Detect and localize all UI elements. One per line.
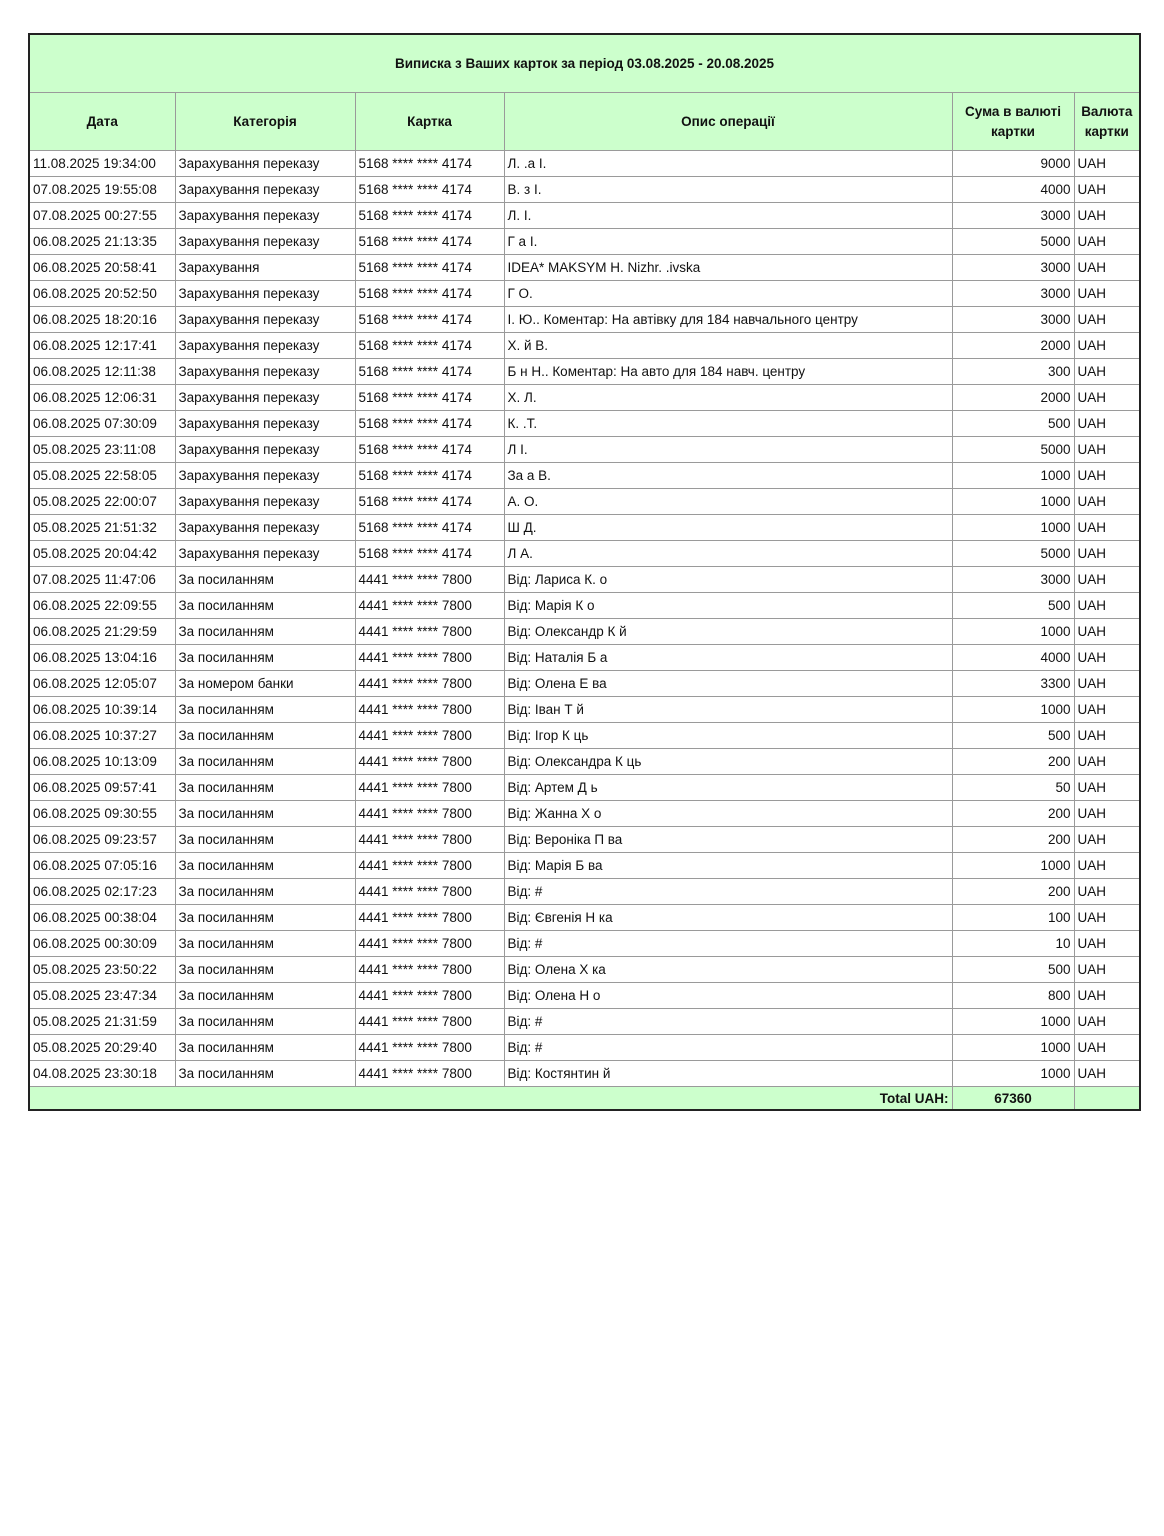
cell-currency: UAH: [1074, 957, 1140, 983]
cell-amount: 500: [952, 411, 1074, 437]
cell-amount: 3300: [952, 671, 1074, 697]
cell-currency: UAH: [1074, 541, 1140, 567]
cell-currency: UAH: [1074, 463, 1140, 489]
cell-category: За посиланням: [175, 593, 355, 619]
header-row: [29, 93, 1140, 151]
table-row: [29, 1035, 1140, 1061]
cell-amount: 1000: [952, 619, 1074, 645]
cell-amount: 5000: [952, 541, 1074, 567]
cell-card: 5168 **** **** 4174: [355, 489, 504, 515]
cell-date: 06.08.2025 09:57:41: [29, 775, 175, 801]
cell-description: Г а І.: [504, 229, 952, 255]
cell-description: Л А.: [504, 541, 952, 567]
cell-currency: UAH: [1074, 749, 1140, 775]
table-row: [29, 619, 1140, 645]
cell-amount: 500: [952, 723, 1074, 749]
cell-description: Від: Костянтин й: [504, 1061, 952, 1087]
cell-card: 4441 **** **** 7800: [355, 983, 504, 1009]
cell-amount: 1000: [952, 463, 1074, 489]
cell-date: 06.08.2025 09:30:55: [29, 801, 175, 827]
cell-currency: UAH: [1074, 281, 1140, 307]
cell-category: Зарахування: [175, 255, 355, 281]
cell-card: 4441 **** **** 7800: [355, 801, 504, 827]
cell-date: 05.08.2025 23:11:08: [29, 437, 175, 463]
cell-amount: 500: [952, 957, 1074, 983]
cell-category: Зарахування переказу: [175, 359, 355, 385]
cell-amount: 1000: [952, 853, 1074, 879]
cell-description: Від: Вероніка П ва: [504, 827, 952, 853]
cell-description: Ш Д.: [504, 515, 952, 541]
cell-amount: 1000: [952, 697, 1074, 723]
cell-currency: UAH: [1074, 515, 1140, 541]
cell-currency: UAH: [1074, 671, 1140, 697]
cell-amount: 200: [952, 749, 1074, 775]
cell-description: Г О.: [504, 281, 952, 307]
table-row: [29, 281, 1140, 307]
table-row: [29, 567, 1140, 593]
cell-category: За посиланням: [175, 827, 355, 853]
table-row: [29, 749, 1140, 775]
cell-description: Від: Олександра К ць: [504, 749, 952, 775]
table-row: [29, 203, 1140, 229]
cell-date: 06.08.2025 22:09:55: [29, 593, 175, 619]
cell-amount: 1000: [952, 1035, 1074, 1061]
cell-card: 5168 **** **** 4174: [355, 255, 504, 281]
cell-description: Від: Олена Е ва: [504, 671, 952, 697]
cell-currency: UAH: [1074, 307, 1140, 333]
cell-description: Від: Іван Т й: [504, 697, 952, 723]
cell-card: 4441 **** **** 7800: [355, 905, 504, 931]
cell-currency: UAH: [1074, 983, 1140, 1009]
cell-date: 04.08.2025 23:30:18: [29, 1061, 175, 1087]
cell-description: Від: Наталія Б а: [504, 645, 952, 671]
cell-amount: 4000: [952, 645, 1074, 671]
total-row: [29, 1087, 1140, 1111]
cell-description: Л. І.: [504, 203, 952, 229]
cell-card: 4441 **** **** 7800: [355, 723, 504, 749]
cell-date: 06.08.2025 21:29:59: [29, 619, 175, 645]
cell-amount: 300: [952, 359, 1074, 385]
cell-currency: UAH: [1074, 411, 1140, 437]
cell-description: Від: Олена Х ка: [504, 957, 952, 983]
total-value: 67360: [952, 1087, 1074, 1111]
cell-date: 05.08.2025 21:31:59: [29, 1009, 175, 1035]
cell-date: 06.08.2025 13:04:16: [29, 645, 175, 671]
table-row: [29, 151, 1140, 177]
statement-table: [28, 33, 1141, 1111]
cell-description: І. Ю.. Коментар: На автівку для 184 навчального центру: [504, 307, 952, 333]
cell-card: 5168 **** **** 4174: [355, 203, 504, 229]
cell-description: Від: Марія Б ва: [504, 853, 952, 879]
cell-amount: 3000: [952, 307, 1074, 333]
table-row: [29, 879, 1140, 905]
cell-amount: 3000: [952, 281, 1074, 307]
cell-currency: UAH: [1074, 593, 1140, 619]
header-category: Категорія: [175, 93, 355, 151]
header-card: Картка: [355, 93, 504, 151]
table-row: [29, 1009, 1140, 1035]
cell-category: Зарахування переказу: [175, 281, 355, 307]
table-row: [29, 801, 1140, 827]
cell-category: За посиланням: [175, 931, 355, 957]
cell-date: 05.08.2025 23:50:22: [29, 957, 175, 983]
cell-amount: 10: [952, 931, 1074, 957]
cell-date: 05.08.2025 22:00:07: [29, 489, 175, 515]
cell-card: 4441 **** **** 7800: [355, 1061, 504, 1087]
cell-category: За посиланням: [175, 801, 355, 827]
cell-date: 06.08.2025 12:17:41: [29, 333, 175, 359]
cell-card: 5168 **** **** 4174: [355, 541, 504, 567]
cell-date: 05.08.2025 21:51:32: [29, 515, 175, 541]
cell-currency: UAH: [1074, 567, 1140, 593]
table-row: [29, 385, 1140, 411]
cell-amount: 3000: [952, 255, 1074, 281]
cell-card: 5168 **** **** 4174: [355, 229, 504, 255]
cell-card: 5168 **** **** 4174: [355, 515, 504, 541]
total-label: Total UAH:: [29, 1087, 952, 1111]
cell-date: 06.08.2025 21:13:35: [29, 229, 175, 255]
cell-card: 4441 **** **** 7800: [355, 827, 504, 853]
cell-amount: 200: [952, 827, 1074, 853]
cell-currency: UAH: [1074, 489, 1140, 515]
cell-description: Від: #: [504, 879, 952, 905]
cell-date: 11.08.2025 19:34:00: [29, 151, 175, 177]
cell-amount: 5000: [952, 437, 1074, 463]
cell-card: 5168 **** **** 4174: [355, 437, 504, 463]
cell-category: Зарахування переказу: [175, 177, 355, 203]
cell-amount: 2000: [952, 333, 1074, 359]
cell-currency: UAH: [1074, 801, 1140, 827]
cell-currency: UAH: [1074, 437, 1140, 463]
cell-card: 4441 **** **** 7800: [355, 957, 504, 983]
cell-category: За посиланням: [175, 697, 355, 723]
table-row: [29, 255, 1140, 281]
cell-card: 4441 **** **** 7800: [355, 749, 504, 775]
cell-description: Від: Артем Д ь: [504, 775, 952, 801]
table-row: [29, 905, 1140, 931]
cell-card: 4441 **** **** 7800: [355, 593, 504, 619]
table-row: [29, 489, 1140, 515]
cell-card: 4441 **** **** 7800: [355, 879, 504, 905]
cell-date: 06.08.2025 07:05:16: [29, 853, 175, 879]
table-row: [29, 723, 1140, 749]
cell-currency: UAH: [1074, 619, 1140, 645]
cell-date: 05.08.2025 20:04:42: [29, 541, 175, 567]
cell-currency: UAH: [1074, 177, 1140, 203]
cell-card: 4441 **** **** 7800: [355, 1009, 504, 1035]
cell-currency: UAH: [1074, 1009, 1140, 1035]
statement-title: Виписка з Ваших карток за період 03.08.2025 - 20.08.2025: [29, 34, 1140, 93]
cell-currency: UAH: [1074, 255, 1140, 281]
cell-date: 06.08.2025 12:11:38: [29, 359, 175, 385]
cell-date: 06.08.2025 12:05:07: [29, 671, 175, 697]
cell-description: К. .Т.: [504, 411, 952, 437]
cell-amount: 500: [952, 593, 1074, 619]
cell-date: 05.08.2025 20:29:40: [29, 1035, 175, 1061]
cell-amount: 2000: [952, 385, 1074, 411]
cell-date: 06.08.2025 07:30:09: [29, 411, 175, 437]
cell-category: За посиланням: [175, 619, 355, 645]
cell-card: 4441 **** **** 7800: [355, 645, 504, 671]
table-row: [29, 827, 1140, 853]
table-row: [29, 359, 1140, 385]
table-row: [29, 775, 1140, 801]
table-row: [29, 1061, 1140, 1087]
cell-card: 5168 **** **** 4174: [355, 307, 504, 333]
cell-category: За номером банки: [175, 671, 355, 697]
cell-date: 05.08.2025 22:58:05: [29, 463, 175, 489]
table-row: [29, 671, 1140, 697]
cell-currency: UAH: [1074, 853, 1140, 879]
cell-description: Л І.: [504, 437, 952, 463]
cell-description: Від: #: [504, 1009, 952, 1035]
cell-card: 5168 **** **** 4174: [355, 281, 504, 307]
cell-date: 06.08.2025 10:13:09: [29, 749, 175, 775]
cell-currency: UAH: [1074, 151, 1140, 177]
cell-card: 5168 **** **** 4174: [355, 151, 504, 177]
cell-amount: 1000: [952, 489, 1074, 515]
cell-currency: UAH: [1074, 645, 1140, 671]
table-row: [29, 307, 1140, 333]
table-row: [29, 645, 1140, 671]
cell-currency: UAH: [1074, 905, 1140, 931]
cell-card: 4441 **** **** 7800: [355, 931, 504, 957]
cell-description: Від: Євгенія Н ка: [504, 905, 952, 931]
cell-description: За а В.: [504, 463, 952, 489]
cell-date: 06.08.2025 10:37:27: [29, 723, 175, 749]
cell-amount: 100: [952, 905, 1074, 931]
cell-currency: UAH: [1074, 385, 1140, 411]
cell-card: 4441 **** **** 7800: [355, 697, 504, 723]
table-row: [29, 983, 1140, 1009]
cell-description: Х. Л.: [504, 385, 952, 411]
cell-date: 06.08.2025 12:06:31: [29, 385, 175, 411]
cell-amount: 1000: [952, 515, 1074, 541]
table-row: [29, 697, 1140, 723]
cell-date: 05.08.2025 23:47:34: [29, 983, 175, 1009]
cell-amount: 200: [952, 801, 1074, 827]
cell-card: 5168 **** **** 4174: [355, 333, 504, 359]
header-amount: Сума в валюті картки: [952, 93, 1074, 151]
cell-category: Зарахування переказу: [175, 437, 355, 463]
cell-category: За посиланням: [175, 879, 355, 905]
cell-category: За посиланням: [175, 905, 355, 931]
cell-date: 06.08.2025 10:39:14: [29, 697, 175, 723]
cell-description: В. з І.: [504, 177, 952, 203]
cell-amount: 1000: [952, 1061, 1074, 1087]
cell-currency: UAH: [1074, 359, 1140, 385]
cell-currency: UAH: [1074, 827, 1140, 853]
cell-card: 4441 **** **** 7800: [355, 671, 504, 697]
cell-amount: 800: [952, 983, 1074, 1009]
cell-date: 06.08.2025 18:20:16: [29, 307, 175, 333]
cell-currency: UAH: [1074, 775, 1140, 801]
cell-date: 06.08.2025 00:30:09: [29, 931, 175, 957]
cell-card: 5168 **** **** 4174: [355, 411, 504, 437]
table-row: [29, 229, 1140, 255]
table-row: [29, 853, 1140, 879]
cell-currency: UAH: [1074, 229, 1140, 255]
header-currency: Валюта картки: [1074, 93, 1140, 151]
cell-category: За посиланням: [175, 983, 355, 1009]
cell-date: 06.08.2025 20:58:41: [29, 255, 175, 281]
table-row: [29, 463, 1140, 489]
table-row: [29, 593, 1140, 619]
cell-description: Від: #: [504, 1035, 952, 1061]
cell-date: 06.08.2025 00:38:04: [29, 905, 175, 931]
cell-category: За посиланням: [175, 567, 355, 593]
cell-category: Зарахування переказу: [175, 541, 355, 567]
cell-category: Зарахування переказу: [175, 411, 355, 437]
cell-date: 06.08.2025 09:23:57: [29, 827, 175, 853]
cell-category: Зарахування переказу: [175, 489, 355, 515]
cell-category: Зарахування переказу: [175, 203, 355, 229]
cell-category: За посиланням: [175, 1035, 355, 1061]
header-date: Дата: [29, 93, 175, 151]
cell-card: 4441 **** **** 7800: [355, 853, 504, 879]
cell-card: 5168 **** **** 4174: [355, 385, 504, 411]
cell-card: 4441 **** **** 7800: [355, 567, 504, 593]
cell-card: 4441 **** **** 7800: [355, 619, 504, 645]
cell-category: За посиланням: [175, 749, 355, 775]
table-row: [29, 177, 1140, 203]
header-description: Опис операції: [504, 93, 952, 151]
cell-category: За посиланням: [175, 723, 355, 749]
cell-category: За посиланням: [175, 1061, 355, 1087]
cell-currency: UAH: [1074, 203, 1140, 229]
cell-category: За посиланням: [175, 775, 355, 801]
table-row: [29, 541, 1140, 567]
cell-amount: 50: [952, 775, 1074, 801]
cell-currency: UAH: [1074, 879, 1140, 905]
cell-description: Від: Жанна Х о: [504, 801, 952, 827]
table-row: [29, 931, 1140, 957]
cell-currency: UAH: [1074, 697, 1140, 723]
cell-amount: 3000: [952, 567, 1074, 593]
table-row: [29, 333, 1140, 359]
cell-category: Зарахування переказу: [175, 333, 355, 359]
cell-currency: UAH: [1074, 333, 1140, 359]
cell-category: Зарахування переказу: [175, 229, 355, 255]
cell-description: А. О.: [504, 489, 952, 515]
cell-description: Від: Олександр К й: [504, 619, 952, 645]
table-row: [29, 515, 1140, 541]
cell-description: Х. й В.: [504, 333, 952, 359]
cell-card: 5168 **** **** 4174: [355, 359, 504, 385]
cell-currency: UAH: [1074, 723, 1140, 749]
cell-currency: UAH: [1074, 1061, 1140, 1087]
cell-amount: 4000: [952, 177, 1074, 203]
cell-category: Зарахування переказу: [175, 463, 355, 489]
cell-card: 5168 **** **** 4174: [355, 177, 504, 203]
title-row: [29, 34, 1140, 93]
total-spacer: [1074, 1087, 1140, 1111]
cell-category: За посиланням: [175, 853, 355, 879]
table-row: [29, 437, 1140, 463]
cell-date: 07.08.2025 19:55:08: [29, 177, 175, 203]
cell-amount: 1000: [952, 1009, 1074, 1035]
cell-description: Л. .а І.: [504, 151, 952, 177]
cell-category: Зарахування переказу: [175, 385, 355, 411]
cell-date: 06.08.2025 20:52:50: [29, 281, 175, 307]
cell-card: 5168 **** **** 4174: [355, 463, 504, 489]
cell-category: Зарахування переказу: [175, 151, 355, 177]
cell-date: 07.08.2025 11:47:06: [29, 567, 175, 593]
cell-description: IDEA* MAKSYM H. Nizhr. .ivska: [504, 255, 952, 281]
cell-card: 4441 **** **** 7800: [355, 1035, 504, 1061]
cell-category: За посиланням: [175, 957, 355, 983]
cell-description: Б н Н.. Коментар: На авто для 184 навч. центру: [504, 359, 952, 385]
cell-currency: UAH: [1074, 1035, 1140, 1061]
cell-description: Від: Марія К о: [504, 593, 952, 619]
cell-category: Зарахування переказу: [175, 307, 355, 333]
cell-category: За посиланням: [175, 645, 355, 671]
cell-description: Від: Олена Н о: [504, 983, 952, 1009]
cell-card: 4441 **** **** 7800: [355, 775, 504, 801]
cell-category: За посиланням: [175, 1009, 355, 1035]
cell-description: Від: Лариса К. о: [504, 567, 952, 593]
cell-date: 06.08.2025 02:17:23: [29, 879, 175, 905]
cell-currency: UAH: [1074, 931, 1140, 957]
table-row: [29, 411, 1140, 437]
cell-amount: 9000: [952, 151, 1074, 177]
table-row: [29, 957, 1140, 983]
cell-amount: 5000: [952, 229, 1074, 255]
cell-amount: 3000: [952, 203, 1074, 229]
cell-description: Від: Ігор К ць: [504, 723, 952, 749]
cell-amount: 200: [952, 879, 1074, 905]
cell-description: Від: #: [504, 931, 952, 957]
cell-category: Зарахування переказу: [175, 515, 355, 541]
cell-date: 07.08.2025 00:27:55: [29, 203, 175, 229]
